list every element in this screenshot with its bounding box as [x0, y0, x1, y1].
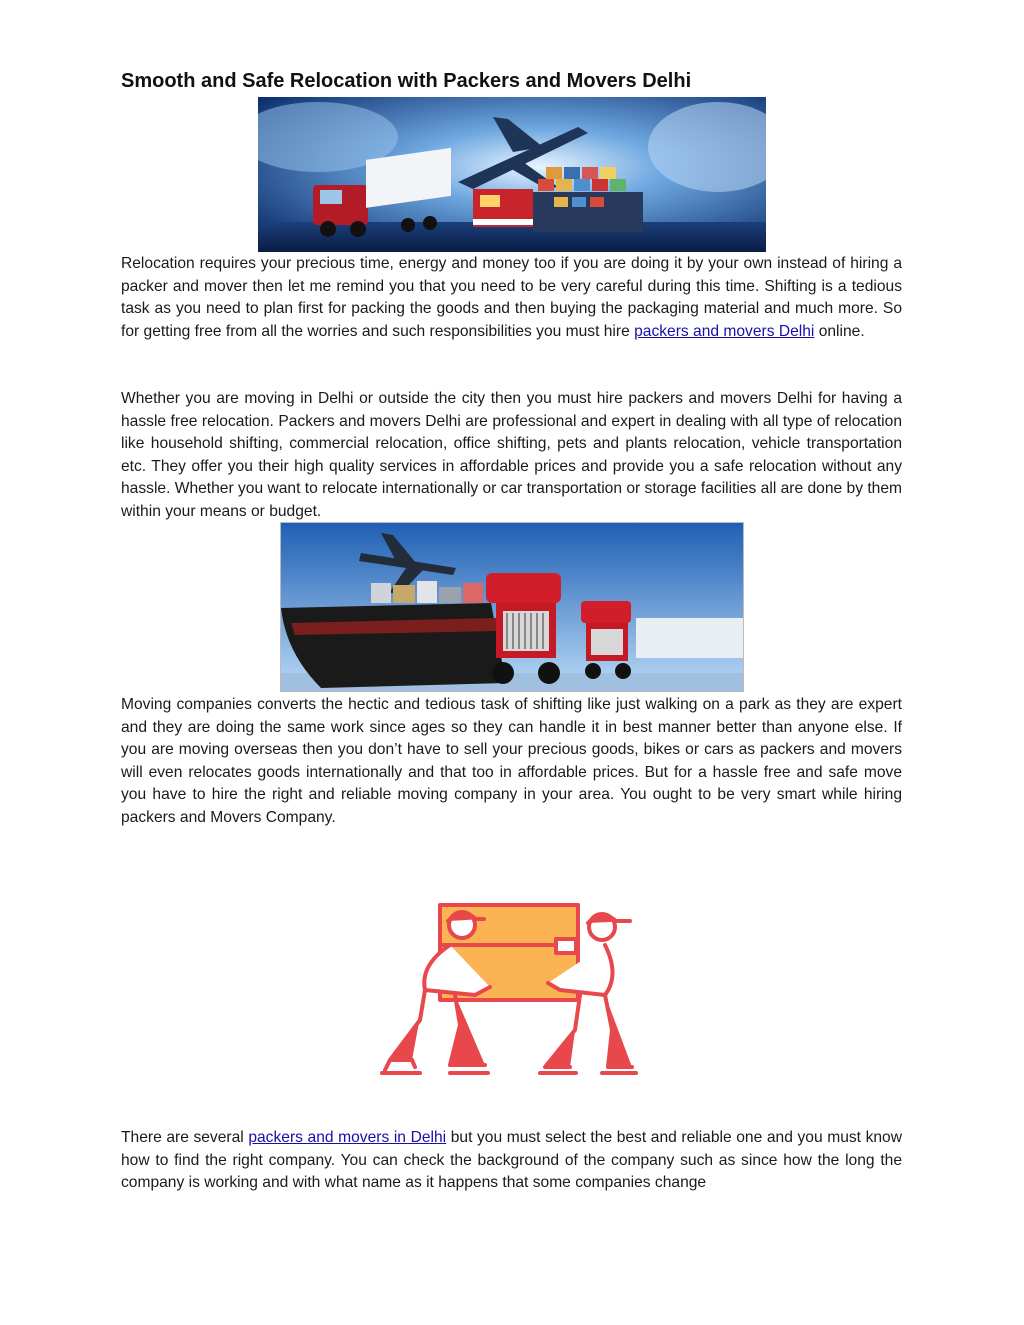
intro-text-end: online. [814, 322, 865, 340]
moving-companies-paragraph: Moving companies converts the hectic and tedious task of shifting like just walking on a park as they are expert and they are doing the same work since ages so they can handle it in best manner better than anyone else. If you are moving overseas then you don’t have to sell your precious goods, bikes or cars as packers and movers will even relocates goods internationally and that too in affordable prices. But for a hassle free and safe move you have to hire the right and reliable moving company in your area. You ought to be very smart while hiring packers and Movers Company. [121, 696, 902, 826]
page-title: Smooth and Safe Relocation with Packers and Movers Delhi [121, 70, 692, 92]
packers-movers-in-delhi-link[interactable]: packers and movers in Delhi [248, 1129, 447, 1146]
transport-banner-image [258, 97, 766, 252]
packers-movers-delhi-link[interactable]: packers and movers Delhi [634, 322, 815, 340]
intro-text: Relocation requires your precious time, energy and money too if you are doing it by your own instead of hiring a packer and mover then let me remind you that you need to be very careful during this time. Shifting is a tedious task as you need to plan first for packing the goods and then buying the packaging material and much more. So for getting free from all the worries and such responsibilities you must hire [121, 255, 902, 340]
choose-text: but you must select the best and reliable one and you must know how to find the right company. You can check the background of the company such as since how the long the company is working and with what name as it happens that some companies change [121, 1129, 902, 1191]
services-paragraph: Whether you are moving in Delhi or outside the city then you must hire packers and movers Delhi for having a hassle free relocation. Packers and movers Delhi are professional and expert in dealing with all type of relocation like household shifting, commercial relocation, office shifting, pets and plants relocation, vehicle transportation etc. They offer you their high quality services in affordable prices and provide you a safe relocation without any hassle. Whether you want to relocate internationally or car transportation or storage facilities all are done by them within your means or budget. [121, 390, 902, 520]
ship-trucks-image [280, 522, 744, 692]
movers-carrying-box-illustration [380, 895, 642, 1080]
choose-text-start: There are several [121, 1129, 249, 1146]
intro-paragraph [121, 253, 902, 343]
choose-company-paragraph [121, 1127, 902, 1195]
